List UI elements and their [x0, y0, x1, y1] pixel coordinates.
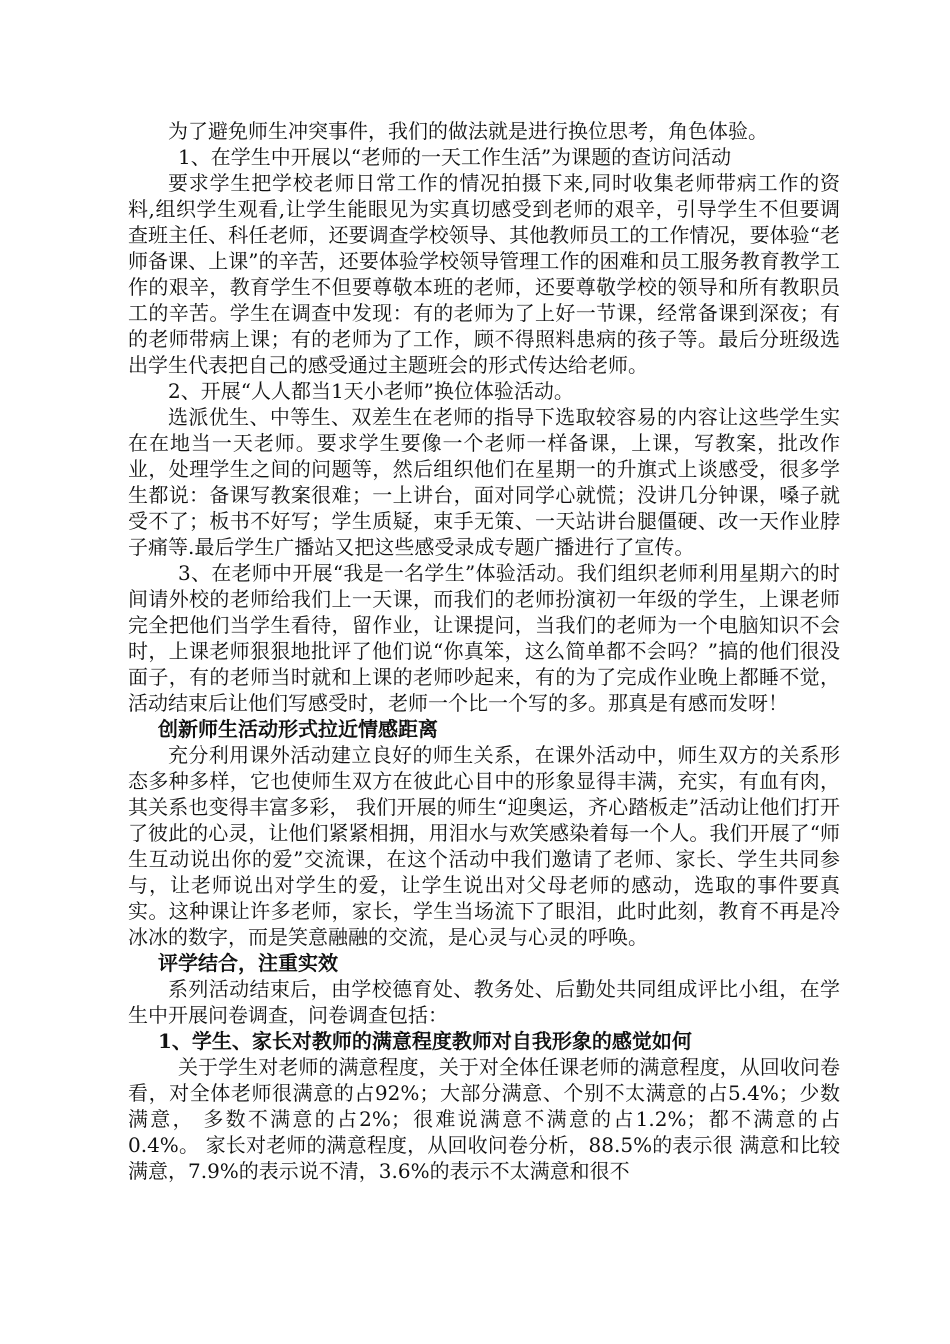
- document-body: [128, 118, 840, 1184]
- paragraph-item-2-body: 选派优生、中等生、双差生在老师的指导下选取较容易的内容让这些学生实在在地当一天老师。要求学生要像一个老师一样备课，上课，写教案，批改作业，处理学生之间的问题等，然后组织他们在星期一的升旗式上谈感受，很多学生都说：备课写教案很难；一上讲台，面对同学心就慌；没讲几分钟课，嗓子就受不了；板书不好写；学生质疑，束手无策、一天站讲台腿僵硬、改一天作业脖子痛等.最后学生广播站又把这些感受录成专题广播进行了宣传。: [128, 405, 840, 559]
- paragraph-evaluation-body: 系列活动结束后，由学校德育处、教务处、后勤处共同组成评比小组，在学生中开展问卷调查，问卷调查包括：: [128, 977, 840, 1027]
- paragraph-item-2-title: 2、开展“人人都当1天小老师”换位体验活动。: [168, 379, 574, 403]
- paragraph-item-3: 3、在老师中开展“我是一名学生”体验活动。我们组织老师利用星期六的时间请外校的老师给我们上一天课，而我们的老师扮演初一年级的学生，上课老师完全把他们当学生看待，留作业，让课提问，当我们的老师为一个电脑知识不会时，上课老师狠狠地批评了他们说“你真笨，这么简单都不会吗？”搞的他们很没面子，有的老师当时就和上课的老师吵起来，有的为了完成作业晚上都睡不觉，活动结束后让他们写感受时，老师一个比一个写的多。那真是有感而发呀！: [128, 561, 840, 715]
- paragraph-satisfaction-body: 关于学生对老师的满意程度，关于对全体任课老师的满意程度，从回收问卷看，对全体老师很满意的占92%；大部分满意、个别不太满意的占5.4%；少数满意， 多数不满意的占2%；很难说满意不满意的占1.2%；都不满意的占0.4%。 家长对老师的满意程度，从回收问卷分析，88.5%的表示很 满意和比较满意，7.9%的表示说不清，3.6%的表示不太满意和很不: [128, 1055, 840, 1183]
- paragraph-item-1-body: 要求学生把学校老师日常工作的情况拍摄下来,同时收集老师带病工作的资料,组织学生观看,让学生能眼见为实真切感受到老师的艰辛，引导学生不但要调查班主任、科任老师，还要调查学校领导、其他教师员工的工作情况，要体验“老师备课、上课”的辛苦，还要体验学校领导管理工作的困难和员工服务教育教学工作的艰辛，教育学生不但要尊敬本班的老师，还要尊敬学校的领导和所有教职员工的辛苦。学生在调查中发现：有的老师为了上好一节课，经常备课到深夜；有的老师带病上课；有的老师为了工作，顾不得照料患病的孩子等。最后分班级选出学生代表把自己的感受通过主题班会的形式传达给老师。: [128, 171, 840, 377]
- section-heading-activities: 创新师生活动形式拉近情感距离: [158, 717, 438, 741]
- paragraph-activities-body: 充分利用课外活动建立良好的师生关系，在课外活动中，师生双方的关系形态多种多样，它也使师生双方在彼此心目中的形象显得丰满，充实，有血有肉，其关系也变得丰富多彩， 我们开展的师生“迎奥运，齐心踏板走”活动让他们打开了彼此的心灵，让他们紧紧相拥，用泪水与欢笑感染着每一个人。我们开展了“师生互动说出你的爱”交流课，在这个活动中我们邀请了老师、家长、学生共同参与，让老师说出对学生的爱，让学生说出对父母老师的感动，选取的事件要真实。这种课让许多老师，家长，学生当场流下了眼泪，此时此刻，教育不再是冷冰冰的数字，而是笑意融融的交流，是心灵与心灵的呼唤。: [128, 743, 840, 949]
- paragraph-item-1-title: 1、在学生中开展以“老师的一天工作生活”为课题的查访问活动: [178, 145, 732, 169]
- paragraph-intro: 为了避免师生冲突事件，我们的做法就是进行换位思考，角色体验。: [168, 119, 768, 143]
- section-heading-evaluation: 评学结合，注重实效: [158, 951, 338, 975]
- subheading-satisfaction: 1、学生、家长对教师的满意程度教师对自我形象的感觉如何: [158, 1029, 692, 1053]
